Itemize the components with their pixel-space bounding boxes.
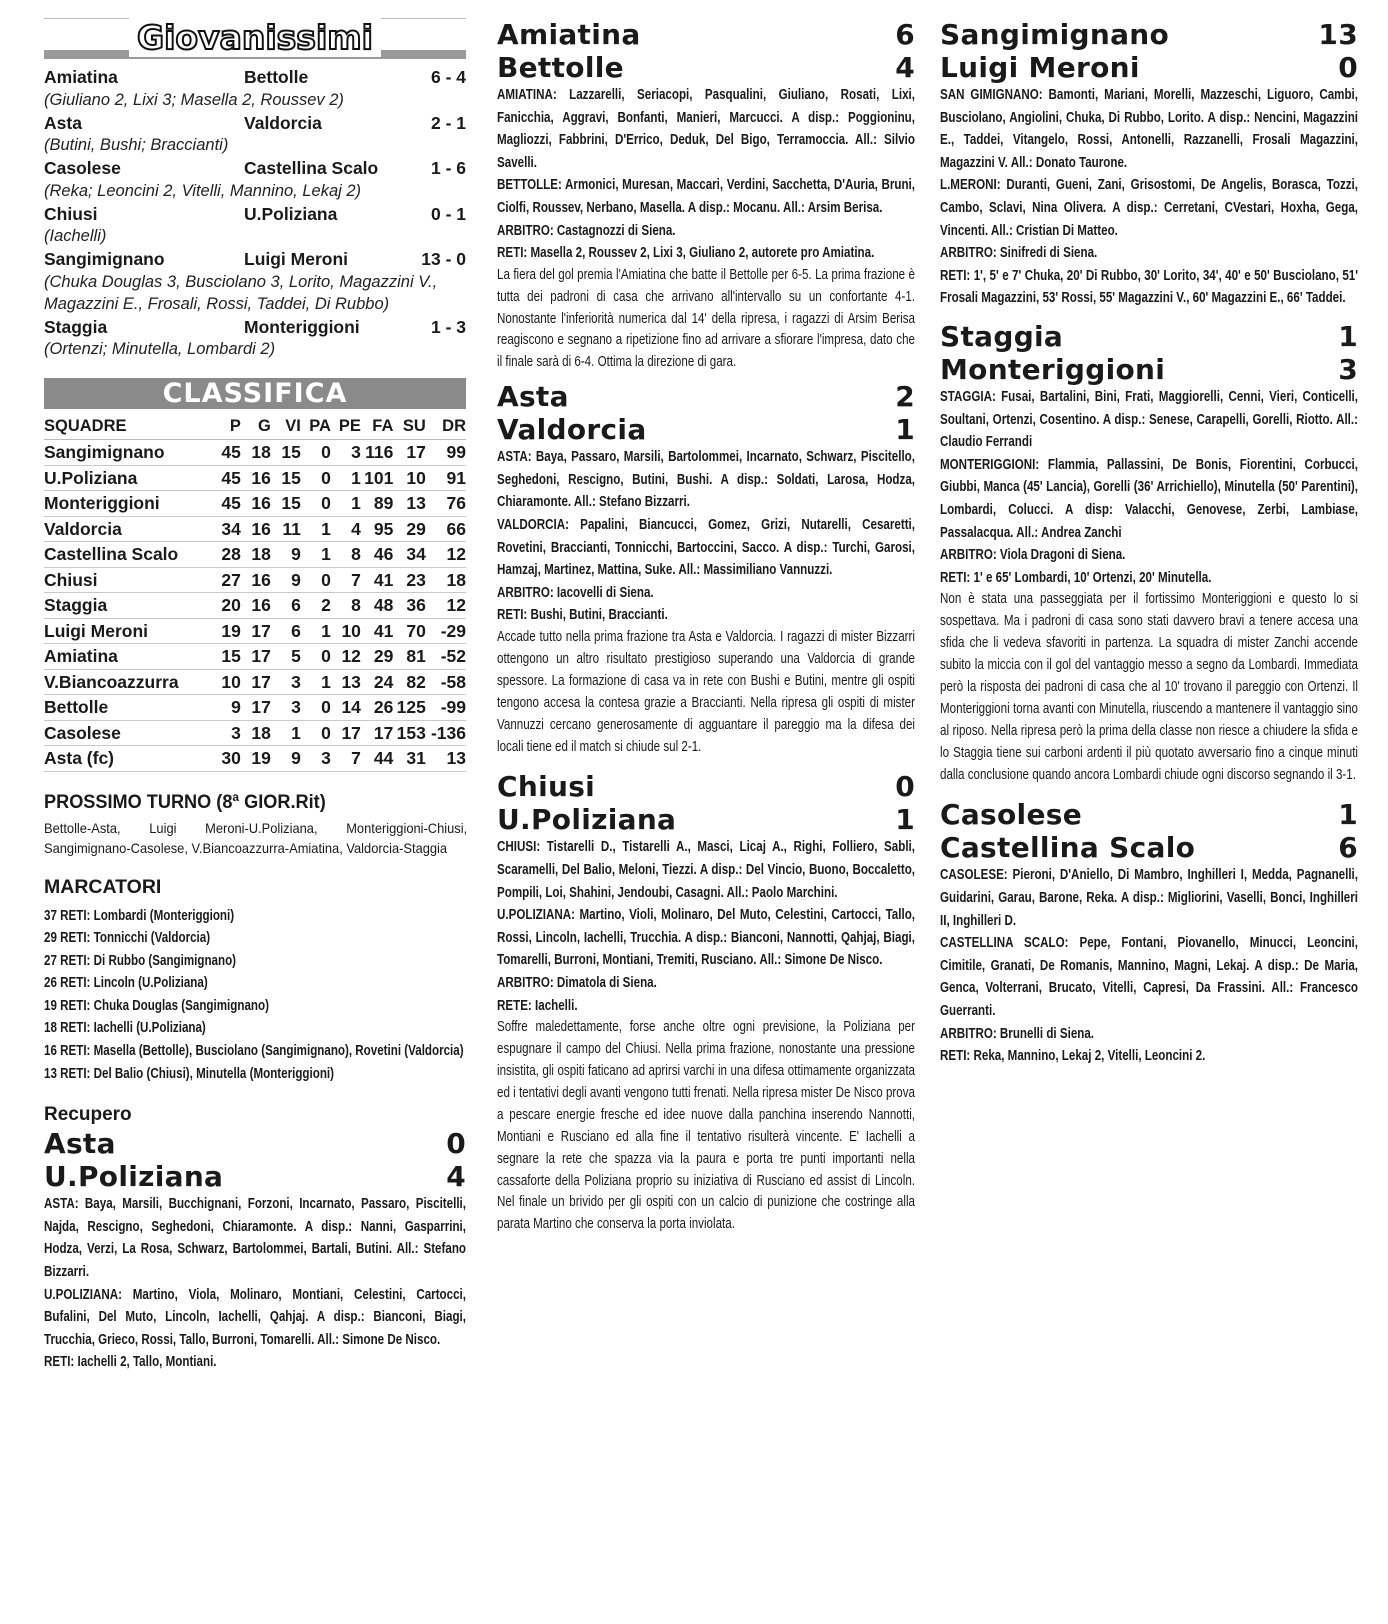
away-team: Castellina Scalo bbox=[244, 158, 379, 178]
team-score: 0 bbox=[895, 770, 915, 804]
section-title: Giovanissimi bbox=[129, 18, 381, 57]
stat-cell: -29 bbox=[426, 618, 466, 644]
stat-cell: 8 bbox=[331, 593, 361, 619]
stat-cell: 91 bbox=[426, 465, 466, 491]
match-details bbox=[940, 864, 1358, 1067]
stat-cell: 4 bbox=[331, 516, 361, 542]
stat-cell: 3 bbox=[271, 669, 301, 695]
team-cell: Bettolle bbox=[44, 695, 211, 721]
lineup-line: STAGGIA: Fusai, Bartalini, Bini, Frati, Maggiorelli, Cenni, Vieri, Conticelli, Soultani, Ortenzi, Cosentino. A disp.: Senese, Carapelli, Gorelli, Riotto. All.: Claudio Ferrandi bbox=[940, 388, 1358, 451]
stat-cell: 15 bbox=[271, 440, 301, 466]
giovanissimi-banner bbox=[44, 18, 466, 60]
stat-cell: 0 bbox=[301, 567, 331, 593]
home-team: Asta bbox=[44, 112, 82, 133]
scorer-line: 18 RETI: Iachelli (U.Poliziana) bbox=[44, 1020, 206, 1037]
recupero-away-row bbox=[44, 1160, 466, 1193]
lineup-line: U.POLIZIANA: Martino, Viola, Molinaro, Montiani, Celestini, Cartocci, Bufalini, Del Muto, Lincoln, Iachelli, Qahjaj. A disp.: Bianconi, Biagi, Trucchia, Grieco, Rossi, Tallo, Burroni, Tomarelli. All.: Simone De Nisco. bbox=[44, 1286, 466, 1348]
left-column bbox=[44, 18, 466, 1374]
stat-cell: 1 bbox=[301, 542, 331, 568]
stat-cell: 13 bbox=[426, 746, 466, 772]
lineup-line: CHIUSI: Tistarelli D., Tistarelli A., Masci, Licaj A., Righi, Folliero, Sabli, Scaramelli, Del Balio, Meloni, Tiezzi. A disp.: Del Vincio, Buono, Boccaletto, Pompili, Loi, Shahini, Jendoubi, Casagni. All.: Paolo Marchini. bbox=[497, 839, 915, 901]
stat-cell: 99 bbox=[426, 440, 466, 466]
away-team: Valdorcia bbox=[244, 112, 322, 133]
lineup-line: AMIATINA: Lazzarelli, Seriacopi, Pasqualini, Giuliano, Rosati, Lixi, Fanicchia, Aggravi, Bonfanti, Manieri, Marcucci. A disp.: Poggioninu, Magliozzi, Fabbrini, D'Errico, Deduk, Del Bigo, Terramoccia. All.: Silvio Savelli. bbox=[497, 87, 915, 171]
stat-cell: 0 bbox=[301, 720, 331, 746]
stat-cell: 153 bbox=[393, 720, 425, 746]
stat-cell: 8 bbox=[331, 542, 361, 568]
stat-cell: 81 bbox=[393, 644, 425, 670]
team-score: 1 bbox=[1338, 798, 1358, 832]
match-home-row bbox=[497, 770, 915, 803]
column-header: PE bbox=[331, 411, 361, 440]
stat-cell: 89 bbox=[361, 491, 393, 517]
column-header: SQUADRE bbox=[44, 411, 211, 440]
report-text: Non è stata una passeggiata per il fortissimo Monteriggioni e questo lo si sospettava. Ma i padroni di casa sono stati davvero bravi a tenere accesa una sfida che li vedeva sfavoriti in partenza. La squadra di mister Zanchi accende subito la miccia con il gol del vantaggio messo a segno da Lombardi. Immediata però la risposta dei padroni di casa che al 10' trovano il pareggio con Ortenzi. Il Monteriggioni torna avanti con Minutella, riuscendo a mantenere il vantaggio sino al riposo. Nella ripresa però la prima della classe non riesce a chiudere la sfida e lo Staggia tiene sui carboni ardenti il più quotato avversario fino a cinque minuti dalla conclusione quando ancora Lombardi chiude ogni discorso segnando il 3-1. bbox=[940, 591, 1358, 783]
standings-table bbox=[44, 411, 466, 772]
team-name: Valdorcia bbox=[497, 413, 647, 447]
stat-cell: 1 bbox=[301, 516, 331, 542]
stat-cell: 11 bbox=[271, 516, 301, 542]
scorer-line: 16 RETI: Masella (Bettolle), Busciolano (Sangimignano), Rovetini (Valdorcia) bbox=[44, 1043, 464, 1060]
team-cell: Chiusi bbox=[44, 567, 211, 593]
stat-cell: 15 bbox=[271, 491, 301, 517]
stat-cell: 17 bbox=[393, 440, 425, 466]
match-block bbox=[497, 770, 915, 1236]
match-report bbox=[497, 627, 915, 758]
stat-cell: 116 bbox=[361, 440, 393, 466]
team-cell: Castellina Scalo bbox=[44, 542, 211, 568]
team-score: 13 bbox=[1318, 18, 1358, 51]
lineup-line: MONTERIGGIONI: Flammia, Pallassini, De Bonis, Fiorentini, Corbucci, Giubbi, Manca (45' Lancia), Gorelli (36' Arrichiello), Minutella (50' Parentini), Lombardi, Colucci. A disp: Valacchi, Genovese, Zerbi, Lambiase, Passalacqua. All.: Andrea Zanchi bbox=[940, 456, 1358, 541]
recupero-label: Recupero bbox=[44, 1104, 132, 1126]
column-header: VI bbox=[271, 411, 301, 440]
stat-cell: -58 bbox=[426, 669, 466, 695]
team-score: 4 bbox=[446, 1160, 466, 1194]
standings-row bbox=[44, 695, 466, 721]
team-score: 0 bbox=[1338, 51, 1358, 84]
stat-cell: 17 bbox=[241, 695, 271, 721]
match-home-row bbox=[940, 320, 1358, 353]
stat-cell: 0 bbox=[301, 644, 331, 670]
stat-cell: 34 bbox=[211, 516, 241, 542]
team-cell: Casolese bbox=[44, 720, 211, 746]
report-text: Soffre maledettamente, forse anche oltre ogni previsione, la Poliziana per espugnare il campo del Chiusi. Nella prima frazione, nonostante una pressione insistita, gli ospiti faticano ad aprirsi varchi in una difesa ottimamente organizzata ed i tentativi degli avanti vengono tutti frenati. Nella ripresa mister De Nisco prova a pescare energie fresche ed idee nuove dalla panchina inserendo Nannotti, Montiani e Rusciano ed alla fine il tentativo risulterà vincente. E' Iachelli a segnare la rete che spazza via la paura e porta tre punti importanti nella cassaforte della Poliziana proprio su iniziativa di Rusciano ed assist di Lincoln. Nel finale un brivido per gli ospiti con un calcio di punizione che costringe alla parata Martino che conserva la porta inviolata. bbox=[497, 1019, 915, 1233]
lineup-line: ASTA: Baya, Marsili, Bucchignani, Forzoni, Incarnato, Passaro, Piscitelli, Najda, Rescigno, Seghedoni, Chiaramonte. A disp.: Nanni, Gasparrini, Hodza, Verzi, La Rosa, Schwarz, Bartolommei, Bartali, Butini. All.: Stefano Bizzarri. bbox=[44, 1196, 466, 1281]
stat-cell: 19 bbox=[211, 618, 241, 644]
match-block bbox=[940, 18, 1358, 310]
lineup-line: L.MERONI: Duranti, Gueni, Zani, Grisostomi, De Angelis, Borasca, Tozzi, Cambo, Sclavi, Nina Olivera. A disp.: Cerretani, CVestari, Hoxha, Gega, Vincenti. All.: Cristian Di Matteo. bbox=[940, 177, 1358, 239]
team-cell: Amiatina bbox=[44, 644, 211, 670]
recupero-details bbox=[44, 1193, 466, 1374]
match-report bbox=[940, 589, 1358, 786]
scorers-line: (Ortenzi; Minutella, Lombardi 2) bbox=[44, 340, 276, 358]
scorers-line: (Iachelli) bbox=[44, 227, 107, 245]
stat-cell: 16 bbox=[241, 465, 271, 491]
match-score: 1 - 3 bbox=[430, 316, 466, 337]
column-header: G bbox=[241, 411, 271, 440]
scorer-line: 29 RETI: Tonnicchi (Valdorcia) bbox=[44, 930, 211, 947]
team-score: 1 bbox=[1338, 319, 1358, 353]
stat-cell: 95 bbox=[361, 516, 393, 542]
stat-cell: 45 bbox=[211, 440, 241, 466]
stat-cell: 9 bbox=[271, 542, 301, 568]
lineup-line: RETE: Iachelli. bbox=[497, 997, 578, 1014]
result-row bbox=[44, 316, 466, 339]
stat-cell: 16 bbox=[241, 491, 271, 517]
stat-cell: 45 bbox=[211, 465, 241, 491]
lineup-line: ARBITRO: Iacovelli di Siena. bbox=[497, 584, 654, 601]
lineup-line: CASTELLINA SCALO: Pepe, Fontani, Piovanello, Minucci, Leoncini, Cimitile, Granati, De Romanis, Mannino, Magni, Lekaj. A disp.: De Maria, Genca, Volterrani, Brucato, Vitelli, Capresi, Da Frassini. All.: Francesco Guerranti. bbox=[940, 935, 1358, 1019]
stat-cell: 0 bbox=[301, 695, 331, 721]
match-home-row bbox=[940, 18, 1358, 51]
lineup-line: BETTOLLE: Armonici, Muresan, Maccari, Verdini, Sacchetta, D'Auria, Bruni, Ciolfi, Roussev, Nerbano, Masella. A disp.: Mocanu. All.: Arsim Berisa. bbox=[497, 177, 915, 216]
lineup-line: RETI: Reka, Mannino, Lekaj 2, Vitelli, Leoncini 2. bbox=[940, 1048, 1206, 1065]
stat-cell: 13 bbox=[393, 491, 425, 517]
column-header: P bbox=[211, 411, 241, 440]
lineup-line: RETI: 1', 5' e 7' Chuka, 20' Di Rubbo, 30' Lorito, 34', 40' e 50' Busciolano, 51' Frosali Magazzini, 53' Rossi, 55' Magazzini V., 60' Magazzini E., 66' Taddei. bbox=[940, 267, 1358, 307]
stat-cell: 5 bbox=[271, 644, 301, 670]
standings-row bbox=[44, 593, 466, 619]
stat-cell: 16 bbox=[241, 567, 271, 593]
team-cell: Staggia bbox=[44, 593, 211, 619]
scorer-line: 19 RETI: Chuka Douglas (Sangimignano) bbox=[44, 997, 269, 1014]
next-round-fixtures: Bettolle-Asta, Luigi Meroni-U.Poliziana, Monteriggioni-Chiusi, Sangimignano-Casolese, V.Biancoazzurra-Amiatina, Valdorcia-Staggia bbox=[44, 819, 468, 856]
lineup-line: ARBITRO: Castagnozzi di Siena. bbox=[497, 222, 676, 239]
stat-cell: 1 bbox=[271, 720, 301, 746]
stat-cell: 82 bbox=[393, 669, 425, 695]
team-score: 4 bbox=[895, 51, 915, 84]
stat-cell: 76 bbox=[426, 491, 466, 517]
lineup-line: ASTA: Baya, Passaro, Marsili, Bartolommei, Incarnato, Schwarz, Piscitello, Seghedoni, Rescigno, Butini, Bushi. A disp.: Soldati, Larosa, Hodza, Chiaramonte. All.: Stefano Bizzarri. bbox=[497, 449, 915, 511]
lineup-line: ARBITRO: Viola Dragoni di Siena. bbox=[940, 547, 1126, 564]
stat-cell: 1 bbox=[331, 491, 361, 517]
team-cell: Sangimignano bbox=[44, 440, 211, 466]
stat-cell: 15 bbox=[271, 465, 301, 491]
stat-cell: 18 bbox=[241, 720, 271, 746]
away-team: U.Poliziana bbox=[244, 203, 338, 224]
stat-cell: 17 bbox=[241, 644, 271, 670]
team-cell: Asta (fc) bbox=[44, 746, 211, 772]
stat-cell: 44 bbox=[361, 746, 393, 772]
stat-cell: 27 bbox=[211, 567, 241, 593]
stat-cell: 0 bbox=[301, 491, 331, 517]
home-team: Chiusi bbox=[44, 203, 98, 224]
match-score: 2 - 1 bbox=[430, 112, 466, 133]
match-away-row bbox=[940, 51, 1358, 84]
team-cell: V.Biancoazzurra bbox=[44, 669, 211, 695]
stat-cell: 12 bbox=[426, 542, 466, 568]
home-team: Sangimignano bbox=[44, 249, 165, 269]
recupero-home-row bbox=[44, 1127, 466, 1160]
standings-row bbox=[44, 644, 466, 670]
standings-row bbox=[44, 746, 466, 772]
report-text: Accade tutto nella prima frazione tra Asta e Valdorcia. I ragazzi di mister Bizzarri ottengono un altro risultato prestigioso superando una Valdorcia di grande spessore. La formazione di casa va in rete con Bushi e Butini, mentre gli ospiti tengono accesa la contesa grazie a Braccianti. Nella ripresa gli ospiti di mister Vannuzzi cercano generosamente di agguantare il pareggio ma la difesa dei locali tiene ed il match si chiude sul 2-1. bbox=[497, 629, 915, 755]
scorers-list bbox=[44, 905, 466, 1086]
team-name: Castellina Scalo bbox=[940, 831, 1196, 865]
stat-cell: 6 bbox=[271, 618, 301, 644]
standings-row bbox=[44, 516, 466, 542]
result-row bbox=[44, 66, 466, 89]
result-row bbox=[44, 248, 466, 271]
team-name: U.Poliziana bbox=[497, 803, 677, 837]
right-column bbox=[940, 18, 1358, 1068]
stat-cell: 12 bbox=[331, 644, 361, 670]
lineup-line: CASOLESE: Pieroni, D'Aniello, Di Mambro, Inghilleri I, Medda, Pagnanelli, Guidarini, Garau, Barone, Reka. A disp.: Migliorini, Vaselli, Bonci, Inghilleri II, Inghilleri D. bbox=[940, 867, 1358, 929]
lineup-line: SAN GIMIGNANO: Bamonti, Mariani, Morelli, Mazzeschi, Liguoro, Cambi, Busciolano, Angiolini, Chuka, Di Rubbo, Lorito. A disp.: Nencini, Magazzini E., Taddei, Vitangelo, Rossi, Antonelli, Razzanelli, Frosali Magazzini, Magazzini V. All.: Donato Taurone. bbox=[940, 87, 1358, 171]
column-header: FA bbox=[361, 411, 393, 440]
stat-cell: 46 bbox=[361, 542, 393, 568]
match-block bbox=[497, 18, 915, 374]
match-home-row bbox=[497, 380, 915, 413]
stat-cell: 13 bbox=[331, 669, 361, 695]
match-block bbox=[497, 380, 915, 758]
standings-row bbox=[44, 720, 466, 746]
away-team: Monteriggioni bbox=[244, 316, 360, 337]
stat-cell: 30 bbox=[211, 746, 241, 772]
stat-cell: 3 bbox=[211, 720, 241, 746]
match-score: 13 - 0 bbox=[421, 249, 466, 269]
stat-cell: -52 bbox=[426, 644, 466, 670]
home-team: Casolese bbox=[44, 158, 121, 178]
stat-cell: 29 bbox=[361, 644, 393, 670]
stat-cell: 9 bbox=[271, 567, 301, 593]
match-block bbox=[940, 798, 1358, 1067]
middle-column bbox=[497, 18, 915, 1236]
stat-cell: 48 bbox=[361, 593, 393, 619]
stat-cell: 6 bbox=[271, 593, 301, 619]
stat-cell: -136 bbox=[426, 720, 466, 746]
team-cell: Luigi Meroni bbox=[44, 618, 211, 644]
stat-cell: 17 bbox=[241, 669, 271, 695]
team-name: Asta bbox=[44, 1127, 116, 1161]
stat-cell: 41 bbox=[361, 618, 393, 644]
team-score: 1 bbox=[895, 803, 915, 837]
stat-cell: 41 bbox=[361, 567, 393, 593]
stat-cell: 0 bbox=[301, 440, 331, 466]
report-text: La fiera del gol premia l'Amiatina che batte il Bettolle per 6-5. La prima frazione è tutta dei padroni di casa che arrivano all'intervallo su un confortante 4-1. Nonostante l'inferiorità numerica dal 14' della ripresa, i ragazzi di Arsim Berisa reagiscono e segnano a ripetizione fino ad arrivare a sfiorare l'impresa, dato che il finale sarà di 6-4. Ottima la direzione di gara. bbox=[497, 266, 915, 371]
result-row bbox=[44, 157, 466, 180]
stat-cell: 2 bbox=[301, 593, 331, 619]
stat-cell: 66 bbox=[426, 516, 466, 542]
stat-cell: 29 bbox=[393, 516, 425, 542]
match-details bbox=[497, 836, 915, 1017]
match-away-row bbox=[497, 413, 915, 446]
team-score: 6 bbox=[895, 18, 915, 51]
stat-cell: 1 bbox=[301, 669, 331, 695]
scorers-line: (Giuliano 2, Lixi 3; Masella 2, Roussev 2) bbox=[44, 90, 344, 109]
stat-cell: 26 bbox=[361, 695, 393, 721]
lineup-line: RETI: Iachelli 2, Tallo, Montiani. bbox=[44, 1354, 217, 1371]
scorer-line: 37 RETI: Lombardi (Monteriggioni) bbox=[44, 907, 235, 924]
stat-cell: 7 bbox=[331, 746, 361, 772]
stat-cell: 17 bbox=[331, 720, 361, 746]
stat-cell: 16 bbox=[241, 593, 271, 619]
stat-cell: 3 bbox=[271, 695, 301, 721]
away-team: Luigi Meroni bbox=[244, 249, 349, 269]
stat-cell: 10 bbox=[393, 465, 425, 491]
team-score: 3 bbox=[1338, 352, 1358, 386]
team-score: 1 bbox=[895, 413, 915, 447]
match-score: 1 - 6 bbox=[430, 158, 466, 178]
match-details bbox=[497, 446, 915, 627]
stat-cell: 3 bbox=[331, 440, 361, 466]
stat-cell: 10 bbox=[331, 618, 361, 644]
result-row bbox=[44, 112, 466, 135]
match-home-row bbox=[940, 798, 1358, 831]
lineup-line: RETI: Bushi, Butini, Braccianti. bbox=[497, 607, 668, 624]
stat-cell: 7 bbox=[331, 567, 361, 593]
team-score: 2 bbox=[895, 380, 915, 414]
match-report bbox=[497, 1017, 915, 1236]
column-header: SU bbox=[393, 411, 425, 440]
match-away-row bbox=[497, 803, 915, 836]
stat-cell: 31 bbox=[393, 746, 425, 772]
column-header: PA bbox=[301, 411, 331, 440]
stat-cell: 0 bbox=[301, 465, 331, 491]
scorer-line: 13 RETI: Del Balio (Chiusi), Minutella (Monteriggioni) bbox=[44, 1065, 334, 1082]
team-score: 0 bbox=[446, 1127, 466, 1161]
away-team: Bettolle bbox=[244, 67, 309, 87]
match-away-row bbox=[940, 353, 1358, 386]
team-name: Amiatina bbox=[497, 18, 641, 51]
scorer-line: 26 RETI: Lincoln (U.Poliziana) bbox=[44, 975, 208, 992]
stat-cell: 18 bbox=[426, 567, 466, 593]
stat-cell: 1 bbox=[301, 618, 331, 644]
stat-cell: 20 bbox=[211, 593, 241, 619]
standings-header-row bbox=[44, 411, 466, 440]
stat-cell: 17 bbox=[361, 720, 393, 746]
team-name: Asta bbox=[497, 380, 569, 414]
standings-row bbox=[44, 669, 466, 695]
stat-cell: 70 bbox=[393, 618, 425, 644]
stat-cell: 3 bbox=[301, 746, 331, 772]
scorers-line: (Chuka Douglas 3, Busciolano 3, Lorito, Magazzini V., Magazzini E., Frosali, Rossi, Taddei, Di Rubbo) bbox=[44, 272, 438, 313]
stat-cell: -99 bbox=[426, 695, 466, 721]
match-block bbox=[940, 320, 1358, 787]
result-row bbox=[44, 203, 466, 226]
stat-cell: 18 bbox=[241, 440, 271, 466]
stat-cell: 101 bbox=[361, 465, 393, 491]
lineup-line: U.POLIZIANA: Martino, Violi, Molinaro, Del Muto, Celestini, Cartocci, Tallo, Rossi, Lincoln, Iachelli, Trucchia. A disp.: Bianconi, Nannotti, Qahjaj, Biagi, Tomarelli, Burroni, Montiani, Tremiti, Rusciano. All.: Simone De Nisco. bbox=[497, 907, 915, 969]
team-name: Sangimignano bbox=[940, 18, 1170, 51]
standings-body bbox=[44, 440, 466, 772]
stat-cell: 19 bbox=[241, 746, 271, 772]
stat-cell: 125 bbox=[393, 695, 425, 721]
stat-cell: 1 bbox=[331, 465, 361, 491]
stat-cell: 10 bbox=[211, 669, 241, 695]
stat-cell: 9 bbox=[211, 695, 241, 721]
team-name: Chiusi bbox=[497, 770, 596, 804]
standings-row bbox=[44, 491, 466, 517]
scorers-line: (Reka; Leoncini 2, Vitelli, Mannino, Lekaj 2) bbox=[44, 181, 362, 200]
lineup-line: VALDORCIA: Papalini, Biancucci, Gomez, Grizi, Nutarelli, Cesaretti, Rovetini, Braccianti, Tonnicchi, Bartoccini, Sacco. A disp.: Turchi, Garosi, Hamzaj, Martinez, Mattina, Suke. All.: Massimiliano Vannuzzi. bbox=[497, 517, 915, 579]
lineup-line: ARBITRO: Sinifredi di Siena. bbox=[940, 245, 1098, 262]
match-report bbox=[497, 265, 915, 375]
stat-cell: 15 bbox=[211, 644, 241, 670]
match-away-row bbox=[497, 51, 915, 84]
match-details bbox=[497, 84, 915, 265]
standings-row bbox=[44, 465, 466, 491]
home-team: Staggia bbox=[44, 316, 108, 337]
scorers-title: MARCATORI bbox=[44, 875, 162, 898]
standings-row bbox=[44, 618, 466, 644]
scorers-line: (Butini, Bushi; Braccianti) bbox=[44, 136, 229, 154]
standings-row bbox=[44, 567, 466, 593]
match-score: 0 - 1 bbox=[430, 203, 466, 224]
lineup-line: ARBITRO: Brunelli di Siena. bbox=[940, 1025, 1095, 1042]
stat-cell: 9 bbox=[271, 746, 301, 772]
team-name: Luigi Meroni bbox=[940, 51, 1140, 84]
stat-cell: 28 bbox=[211, 542, 241, 568]
stat-cell: 12 bbox=[426, 593, 466, 619]
match-details bbox=[940, 386, 1358, 589]
match-home-row bbox=[497, 18, 915, 51]
team-name: Staggia bbox=[940, 319, 1064, 353]
team-score: 6 bbox=[1338, 831, 1358, 865]
stat-cell: 16 bbox=[241, 516, 271, 542]
team-cell: Valdorcia bbox=[44, 516, 211, 542]
classifica-header: CLASSIFICA bbox=[44, 378, 466, 409]
team-name: Bettolle bbox=[497, 51, 624, 84]
team-cell: Monteriggioni bbox=[44, 491, 211, 517]
team-name: U.Poliziana bbox=[44, 1160, 224, 1194]
team-name: Casolese bbox=[940, 798, 1082, 832]
match-score: 6 - 4 bbox=[430, 67, 466, 87]
stat-cell: 34 bbox=[393, 542, 425, 568]
stat-cell: 45 bbox=[211, 491, 241, 517]
stat-cell: 23 bbox=[393, 567, 425, 593]
stat-cell: 17 bbox=[241, 618, 271, 644]
match-details bbox=[940, 84, 1358, 310]
stat-cell: 36 bbox=[393, 593, 425, 619]
team-name: Monteriggioni bbox=[940, 352, 1166, 386]
scorer-line: 27 RETI: Di Rubbo (Sangimignano) bbox=[44, 952, 237, 969]
standings-row bbox=[44, 542, 466, 568]
column-header: DR bbox=[426, 411, 466, 440]
stat-cell: 14 bbox=[331, 695, 361, 721]
next-round-title: PROSSIMO TURNO (8ª GIOR.Rit) bbox=[44, 790, 326, 813]
stat-cell: 24 bbox=[361, 669, 393, 695]
match-away-row bbox=[940, 831, 1358, 864]
results-list bbox=[44, 66, 466, 360]
stat-cell: 18 bbox=[241, 542, 271, 568]
team-cell: U.Poliziana bbox=[44, 465, 211, 491]
home-team: Amiatina bbox=[44, 67, 118, 87]
lineup-line: RETI: 1' e 65' Lombardi, 10' Ortenzi, 20' Minutella. bbox=[940, 569, 1212, 586]
lineup-line: ARBITRO: Dimatola di Siena. bbox=[497, 975, 657, 992]
lineup-line: RETI: Masella 2, Roussev 2, Lixi 3, Giuliano 2, autorete pro Amiatina. bbox=[497, 245, 875, 262]
standings-row bbox=[44, 440, 466, 466]
